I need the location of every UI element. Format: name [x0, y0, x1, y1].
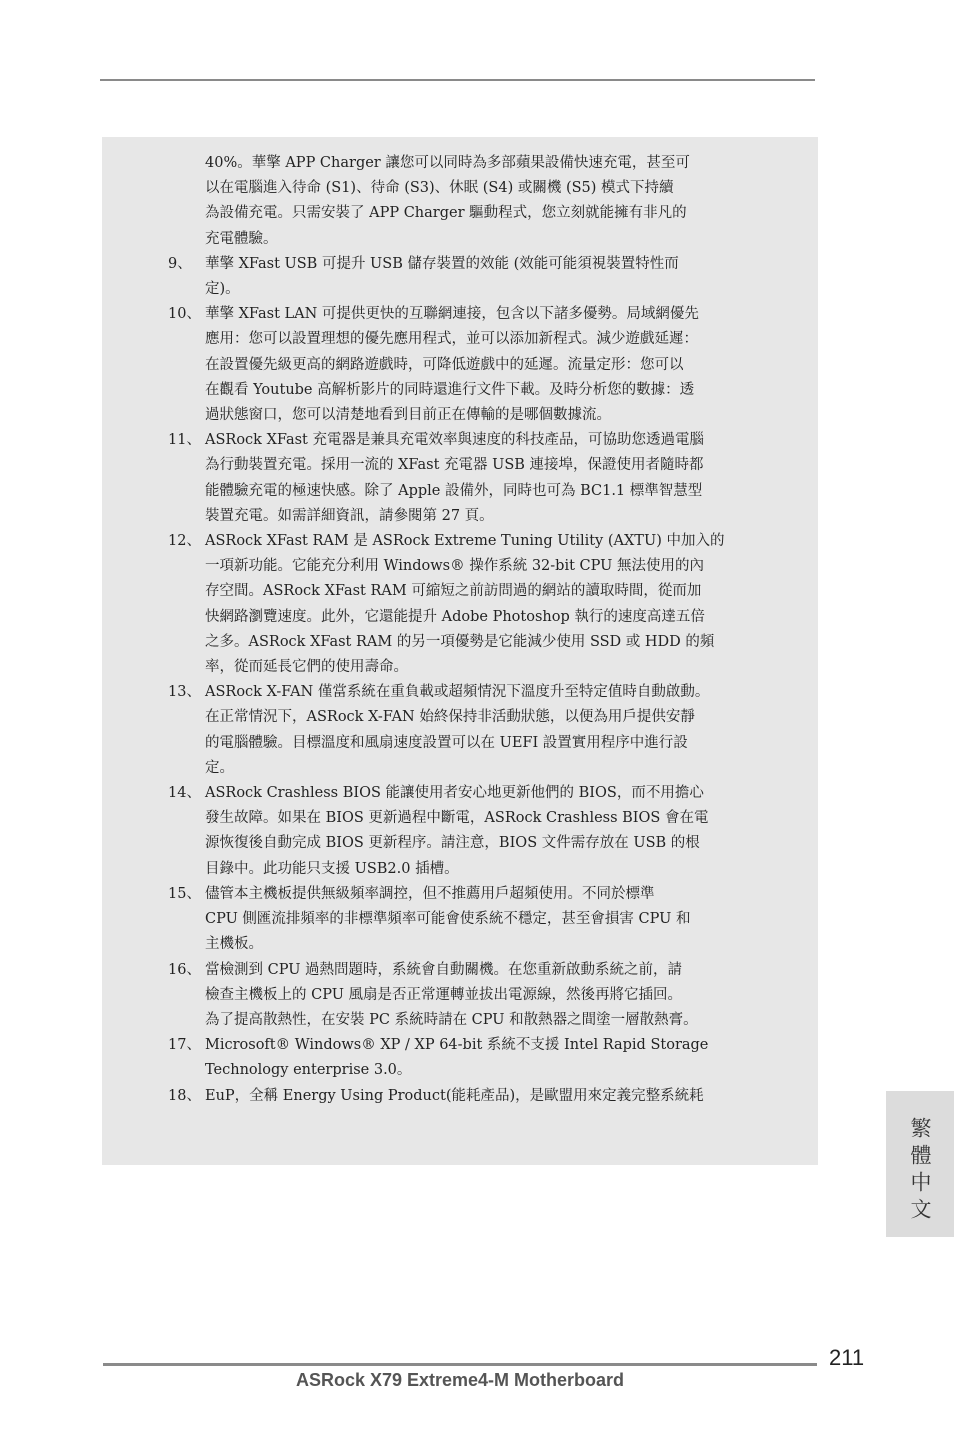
- note-line: 應用：您可以設置理想的優先應用程式，並可以添加新程式。減少遊戲延遲：: [205, 331, 698, 348]
- note-number: 13、: [168, 684, 201, 701]
- note-line: 主機板。: [205, 936, 263, 953]
- note-line: 華擎 XFast LAN 可提供更快的互聯網連接，包含以下諸多優勢。局域網優先: [205, 306, 699, 323]
- note-line: 的電腦體驗。目標溫度和風扇速度設置可以在 UEFI 設置實用程序中進行設: [205, 734, 688, 751]
- note-line: Microsoft® Windows® XP / XP 64-bit 系統不支援 Intel Rapid Storage: [205, 1037, 709, 1054]
- note-body: [205, 252, 765, 302]
- note-body: [205, 781, 765, 882]
- note-item: [102, 882, 818, 958]
- note-line: 充電體驗。: [205, 230, 278, 247]
- note-line: 檢查主機板上的 CPU 風扇是否正常運轉並拔出電源線，然後再將它插回。: [205, 986, 683, 1003]
- note-body: [205, 151, 765, 252]
- language-tab-label: 繁體中文: [908, 1117, 932, 1225]
- note-number: 17、: [168, 1037, 201, 1054]
- note-line: 40%。華擎 APP Charger 讓您可以同時為多部蘋果設備快速充電，甚至可: [205, 155, 690, 171]
- note-body: [205, 1084, 765, 1109]
- note-line: 在設置優先級更高的網路遊戲時，可降低遊戲中的延遲。流量定形：您可以: [205, 356, 684, 373]
- notes-list: [102, 151, 818, 1109]
- note-line: 為設備充電。只需安裝了 APP Charger 驅動程式，您立刻就能擁有非凡的: [205, 205, 687, 222]
- note-item: [102, 151, 818, 252]
- note-body: [205, 958, 765, 1034]
- note-item: [102, 529, 818, 680]
- note-line: 為行動裝置充電。採用一流的 XFast 充電器 USB 連接埠，保證使用者隨時都: [205, 457, 704, 474]
- page-number: 211: [829, 1345, 865, 1370]
- note-line: 儘管本主機板提供無級頻率調控，但不推薦用戶超頻使用。不同於標準: [205, 885, 655, 902]
- note-body: [205, 302, 765, 428]
- note-line: 源恢復後自動完成 BIOS 更新程序。請注意，BIOS 文件需存放在 USB 的根: [205, 835, 700, 852]
- note-number: 11、: [168, 432, 201, 449]
- note-item: [102, 1084, 818, 1109]
- note-body: [205, 680, 765, 781]
- note-line: 能體驗充電的極速快感。除了 Apple 設備外，同時也可為 BC1.1 標準智慧型: [205, 482, 703, 499]
- note-line: 目錄中。此功能只支援 USB2.0 插槽。: [205, 860, 459, 877]
- note-line: 定。: [205, 759, 234, 776]
- note-line: CPU 側匯流排頻率的非標準頻率可能會使系統不穩定，甚至會損害 CPU 和: [205, 911, 691, 928]
- note-body: [205, 428, 765, 529]
- note-line: 一項新功能。它能充分利用 Windows® 操作系統 32-bit CPU 無法使用的內: [205, 558, 704, 575]
- note-number: 14、: [168, 785, 201, 802]
- note-line: ASRock XFast RAM 是 ASRock Extreme Tuning Utility (AXTU) 中加入的: [205, 533, 725, 550]
- note-item: [102, 252, 818, 302]
- note-item: [102, 781, 818, 882]
- language-tab[interactable]: [886, 1091, 954, 1237]
- note-body: [205, 529, 765, 680]
- note-item: [102, 302, 818, 428]
- footer-rule: [103, 1363, 817, 1366]
- note-number: 16、: [168, 961, 201, 978]
- note-line: 存空間。ASRock XFast RAM 可縮短之前訪問過的網站的讀取時間，從而加: [205, 583, 702, 600]
- note-line: 為了提高散熱性，在安裝 PC 系統時請在 CPU 和散熱器之間塗一層散熱膏。: [205, 1011, 698, 1028]
- note-number: 9、: [168, 255, 192, 272]
- note-line: 過狀態窗口，您可以清楚地看到目前正在傳輸的是哪個數據流。: [205, 407, 611, 424]
- footer-title: ASRock X79 Extreme4-M Motherboard: [295, 1370, 625, 1390]
- note-line: 以在電腦進入待命 (S1)、待命 (S3)、休眠 (S4) 或關機 (S5) 模式下持續: [205, 180, 674, 197]
- note-line: 快網路瀏覽速度。此外，它還能提升 Adobe Photoshop 執行的速度高達五倍: [205, 608, 705, 625]
- note-number: 15、: [168, 885, 201, 902]
- note-line: 在正常情況下，ASRock X-FAN 始終保持非活動狀態，以便為用戶提供安靜: [205, 709, 695, 726]
- note-line: Technology enterprise 3.0。: [205, 1062, 412, 1079]
- note-line: ASRock X-FAN 僅當系統在重負載或超頻情況下溫度升至特定值時自動啟動。: [205, 684, 710, 701]
- note-number: 10、: [168, 306, 201, 323]
- note-item: [102, 428, 818, 529]
- note-line: ASRock Crashless BIOS 能讓使用者安心地更新他們的 BIOS，而不用擔心: [205, 785, 704, 802]
- note-line: 定)。: [205, 281, 240, 298]
- note-item: [102, 958, 818, 1034]
- note-body: [205, 1033, 765, 1083]
- header-rule: [100, 79, 815, 81]
- note-line: 之多。ASRock XFast RAM 的另一項優勢是它能減少使用 SSD 或 HDD 的頻: [205, 633, 715, 650]
- note-item: [102, 680, 818, 781]
- note-number: 12、: [168, 533, 201, 550]
- notes-panel: [102, 137, 818, 1165]
- note-number: 18、: [168, 1087, 201, 1104]
- note-line: 率，從而延長它們的使用壽命。: [205, 659, 408, 676]
- note-line: 發生故障。如果在 BIOS 更新過程中斷電，ASRock Crashless BIOS 會在電: [205, 810, 709, 827]
- note-line: ASRock XFast 充電器是兼具充電效率與速度的科技產品，可協助您透過電腦: [205, 432, 704, 449]
- note-line: 裝置充電。如需詳細資訊，請參閱第 27 頁。: [205, 507, 494, 524]
- note-line: EuP，全稱 Energy Using Product(能耗產品)，是歐盟用來定義完整系統耗: [205, 1087, 704, 1104]
- note-line: 華擎 XFast USB 可提升 USB 儲存裝置的效能 (效能可能須視裝置特性而: [205, 255, 679, 272]
- note-line: 在觀看 Youtube 高解析影片的同時還進行文件下載。及時分析您的數據：透: [205, 381, 695, 398]
- note-body: [205, 882, 765, 958]
- note-item: [102, 1033, 818, 1083]
- note-line: 當檢測到 CPU 過熱問題時，系統會自動關機。在您重新啟動系統之前，請: [205, 961, 683, 978]
